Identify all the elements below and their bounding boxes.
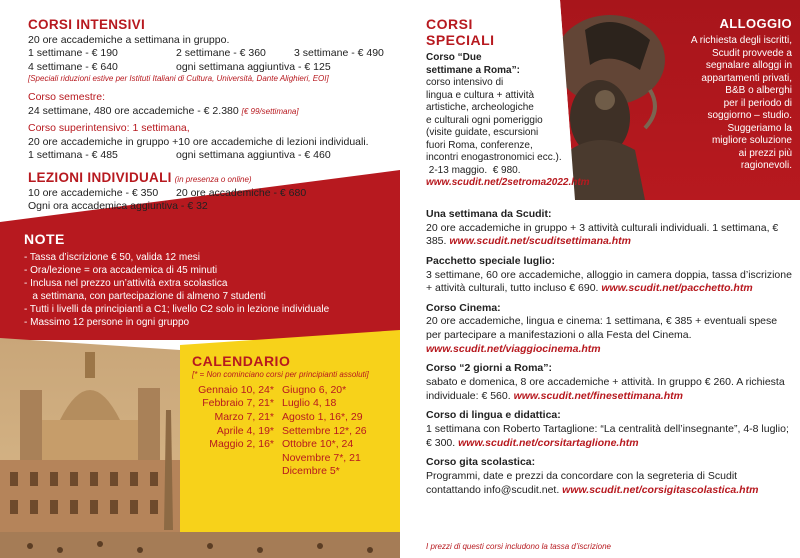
offer-body xyxy=(426,315,792,356)
calendar-month: Aprile 4, 19* xyxy=(216,424,274,437)
calendario-note: [* = Non cominciano corsi per principianti assoluti] xyxy=(192,370,369,380)
left-top-text xyxy=(28,16,398,214)
price-4-weeks: 4 settimane - € 640 xyxy=(28,60,118,73)
intensivi-special-note: [Speciali riduzioni estive per Istituti Italiani di Cultura, Università, Dante Alighieri, EOI] xyxy=(28,74,329,84)
intensivi-intro: 20 ore accademiche a settimana in gruppo. xyxy=(28,33,230,46)
alloggio-line: A richiesta degli iscritti, xyxy=(690,35,792,47)
note-item: - Tassa d’iscrizione € 50, valida 12 mesi xyxy=(24,252,201,264)
due-settimane-line: fuori Roma, conferenze, xyxy=(426,139,533,151)
superintensivo-price-1: 1 settimana - € 485 xyxy=(28,149,118,162)
offer-text: 3 settimane, 60 ore accademiche, alloggio in camera doppia, tassa d’iscrizione + attività culturali, tutto incluso € 690. xyxy=(426,268,792,295)
corsi-speciali-title-2: SPECIALI xyxy=(426,32,495,49)
intensivi-row-1 xyxy=(28,47,398,61)
corsi-speciali-title-1: CORSI xyxy=(426,16,473,32)
alloggio-line: soggiorno – studio. xyxy=(707,110,792,122)
offer-text: 20 ore accademiche in gruppo + 3 attività culturali individuali. 1 settimana, € 385. xyxy=(426,221,779,248)
offer-title: Corso “2 giorni a Roma”: xyxy=(426,362,553,375)
alloggio-section xyxy=(662,16,792,173)
price-3-weeks: 3 settimane - € 490 xyxy=(294,47,384,60)
note-list xyxy=(24,251,384,329)
alloggio-line: B&B o alberghi xyxy=(725,85,792,97)
price-2-weeks: 2 settimane - € 360 xyxy=(176,47,266,60)
alloggio-line: ai prezzi più xyxy=(738,147,792,159)
offer-text: sabato e domenica, 8 ore accademiche + attività. In gruppo € 260. A richiesta individuale: € 560. xyxy=(426,376,785,402)
calendar-month: Luglio 4, 18 xyxy=(282,397,337,410)
calendario-columns xyxy=(192,384,392,479)
offer-title: Corso di lingua e didattica: xyxy=(426,409,561,422)
offer-corso-cinema xyxy=(426,302,792,357)
offer-text: 1 settimana con Roberto Tartaglione: “La centralità dell’insegnante”, 4-8 luglio; € 300. xyxy=(426,422,789,449)
due-settimane-line: corso intensivo di xyxy=(426,77,504,88)
offer-link[interactable]: www.scudit.net/pacchetto.htm xyxy=(601,282,753,295)
offer-gita-scolastica xyxy=(426,456,792,497)
calendar-month: Febbraio 7, 21* xyxy=(202,397,274,410)
alloggio-title: ALLOGGIO xyxy=(719,16,792,31)
calendar-month: Novembre 7*, 21 xyxy=(282,451,361,464)
alloggio-line: Suggeriamo la xyxy=(727,122,792,134)
right-panel xyxy=(400,0,800,558)
note-item: - Tutti i livelli da principianti a C1; livello C2 solo in lezione individuale xyxy=(24,304,330,316)
alloggio-line: Scudit provvede a xyxy=(711,47,792,59)
semestre-title: Corso semestre: xyxy=(28,90,106,103)
offer-body xyxy=(426,376,792,403)
due-settimane-line: e culturali ogni pomeriggio xyxy=(426,114,543,126)
due-settimane-name-1: Corso “Due xyxy=(426,52,482,63)
offer-pacchetto-luglio xyxy=(426,255,792,296)
note-item: a settimana, con partecipazione di almeno 7 studenti xyxy=(24,291,266,303)
calendario-section xyxy=(192,352,392,479)
offer-link[interactable]: www.scudit.net/corsitartaglione.htm xyxy=(458,436,639,449)
offer-link[interactable]: www.scudit.net/viaggiocinema.htm xyxy=(426,342,601,355)
offer-link[interactable]: www.scudit.net/scuditsettimana.htm xyxy=(449,235,631,248)
offer-title: Corso Cinema: xyxy=(426,301,501,314)
superintensivo-line: 20 ore accademiche in gruppo +10 ore accademiche di lezioni individuali. xyxy=(28,135,369,148)
calendar-month: Ottobre 10*, 24 xyxy=(282,438,354,451)
note-title: NOTE xyxy=(24,231,65,247)
due-settimane-line: artistiche, archeologiche xyxy=(426,102,534,113)
calendar-month: Maggio 2, 16* xyxy=(209,438,274,451)
individuali-heading xyxy=(28,169,398,187)
alloggio-line: migliore soluzione xyxy=(711,135,792,147)
offer-body xyxy=(426,222,792,249)
offer-2-giorni xyxy=(426,362,792,403)
corsi-speciali-title xyxy=(426,16,495,48)
calendario-title: CALENDARIO xyxy=(192,353,291,369)
due-settimane-line: incontri enogastronomici ecc.). xyxy=(426,152,562,163)
offer-una-settimana xyxy=(426,208,792,249)
due-settimane-line: 2-13 maggio. € 980. xyxy=(426,164,521,176)
individuali-title: LEZIONI INDIVIDUALI xyxy=(28,170,172,186)
due-settimane-link[interactable]: www.scudit.net/2setroma2022.htm xyxy=(426,177,590,188)
intensivi-row-2 xyxy=(28,61,398,75)
offer-title: Corso gita scolastica: xyxy=(426,456,536,469)
price-extra-week: ogni settimana aggiuntiva - € 125 xyxy=(176,60,331,73)
semestre-line xyxy=(28,105,398,119)
calendar-month: Gennaio 10, 24* xyxy=(198,383,274,396)
offers-list xyxy=(426,208,792,503)
due-settimane-line: (visite guidate, escursioni xyxy=(426,127,539,138)
calendario-col-2 xyxy=(282,384,380,479)
alloggio-line: ragionevoli. xyxy=(740,160,792,172)
calendario-col-1 xyxy=(192,384,274,479)
due-settimane-name-2: settimane a Roma”: xyxy=(426,64,520,76)
corsi-intensivi-title: CORSI INTENSIVI xyxy=(28,17,146,32)
calendar-month: Dicembre 5* xyxy=(282,465,340,478)
alloggio-line: per il periodo di xyxy=(723,97,792,109)
alloggio-line: segnalare alloggi in xyxy=(705,60,792,72)
individuali-extra: Ogni ora accademica aggiuntiva - € 32 xyxy=(28,200,208,213)
prices-footnote: I prezzi di questi corsi includono la tassa d’iscrizione xyxy=(426,542,611,551)
offer-link[interactable]: www.scudit.net/corsigitascolastica.htm xyxy=(562,483,759,496)
offer-title: Pacchetto speciale luglio: xyxy=(426,254,555,267)
superintensivo-prices xyxy=(28,149,398,163)
due-settimane-block xyxy=(426,52,606,190)
superintensivo-price-extra: ogni settimana aggiuntiva - € 460 xyxy=(176,149,331,162)
calendar-month: Marzo 7, 21* xyxy=(214,410,274,423)
superintensivo-title: Corso superintensivo: 1 settimana, xyxy=(28,122,190,135)
individuali-10h: 10 ore accademiche - € 350 xyxy=(28,186,159,199)
semestre-text: 24 settimane, 480 ore accademiche - € 2.380 xyxy=(28,104,239,117)
calendar-month: Settembre 12*, 26 xyxy=(282,424,367,437)
offer-text: 20 ore accademiche, lingua e cinema: 1 settimana, € 385 + eventuali spese per partecipare a manifestazioni o alla Festa del Cinema. xyxy=(426,315,778,342)
offer-didattica xyxy=(426,409,792,450)
calendar-month: Agosto 1, 16*, 29 xyxy=(282,410,363,423)
price-1-week: 1 settimane - € 190 xyxy=(28,47,118,60)
offer-link[interactable]: www.scudit.net/finesettimana.htm xyxy=(513,389,683,402)
offer-text: Programmi, date e prezzi da concordare con la segreteria di Scudit contattando info@scudit.net. xyxy=(426,469,738,496)
note-item: - Massimo 12 persone in ogni gruppo xyxy=(24,317,190,329)
calendar-month: Giugno 6, 20* xyxy=(282,383,347,396)
alloggio-line: appartamenti privati, xyxy=(701,72,792,84)
individuali-20h: 20 ore accademiche - € 680 xyxy=(176,186,307,199)
note-section xyxy=(24,230,384,329)
individuali-prices xyxy=(28,187,398,201)
offer-body xyxy=(426,470,792,497)
note-item: - Ora/lezione = ora accademica di 45 minuti xyxy=(24,265,218,277)
offer-body xyxy=(426,423,792,450)
note-item: - Inclusa nel prezzo un’attività extra scolastica xyxy=(24,278,228,290)
offer-title: Una settimana da Scudit: xyxy=(426,208,552,220)
individuali-sub: (in presenza o online) xyxy=(174,175,252,185)
semestre-note: [€ 99/settimana] xyxy=(241,106,299,116)
offer-body xyxy=(426,269,792,296)
due-settimane-line: lingua e cultura + attività xyxy=(426,89,535,101)
